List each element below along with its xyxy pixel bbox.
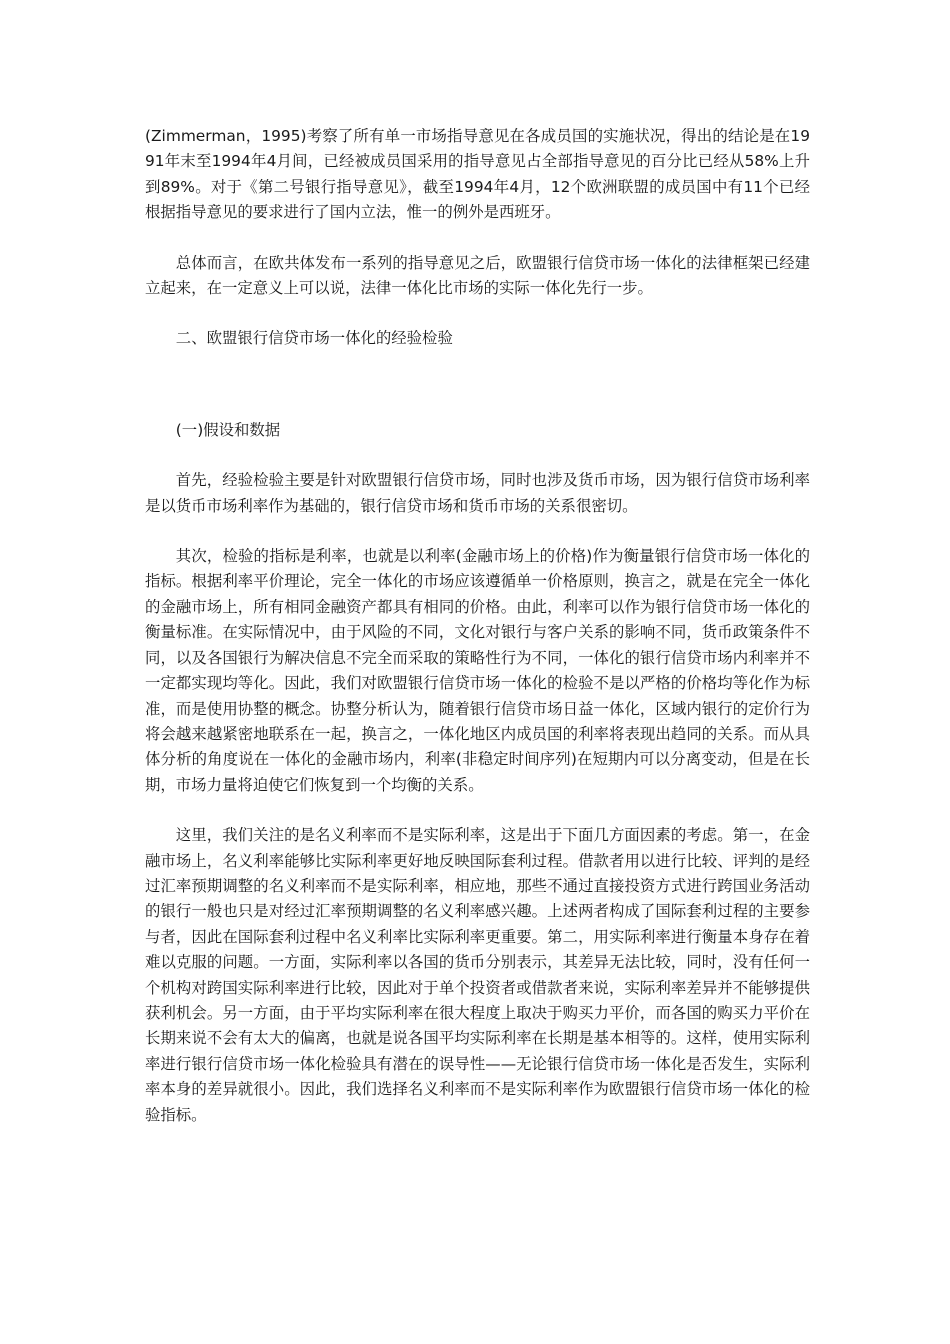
subsection-heading: (一)假设和数据 xyxy=(175,420,281,439)
section-heading: 二、欧盟银行信贷市场一体化的经验检验 xyxy=(175,329,453,348)
paragraph-nominal-rate: 这里，我们关注的是名义利率而不是实际利率，这是出于下面几方面因素的考虑。第一，在金融市场上，名义利率能够比实际利率更好地反映国际套利过程。借款者用以进行比较、评判的是经过汇率预期调整的名义利率而不是实际利率，相应地，那些不通过直接投资方式进行跨国业务活动的银行一般也只是对经过汇率预期调整的名义利率感兴趣。上述两者构成了国际套利过程的主要参与者，因此在国际套利过程中名义利率比实际利率更重要。第二，用实际利率进行衡量本身存在着难以克服的问题。一方面，实际利率以各国的货币分别表示，其差异无法比较，同时，没有任何一个机构对跨国实际利率进行比较，因此对于单个投资者或借款者来说，实际利率差异并不能够提供获利机会。另一方面，由于平均实际利率在很大程度上取决于购买力平价，而各国的购买力平价在长期来说不会有太大的偏离，也就是说各国平均实际利率在长期是基本相等的。这样，使用实际利率进行银行信贷市场一体化检验具有潜在的误导性——无论银行信贷市场一体化是否发生，实际利率本身的差异就很小。因此，我们选择名义利率而不是实际利率作为欧盟银行信贷市场一体化的检验指标。 xyxy=(145,826,810,1124)
paragraph-first-point: 首先，经验检验主要是针对欧盟银行信贷市场，同时也涉及货币市场，因为银行信贷市场利率是以货币市场利率作为基础的，银行信贷市场和货币市场的关系很密切。 xyxy=(145,471,810,515)
document-page xyxy=(145,124,810,1128)
paragraph-legal-framework: 总体而言，在欧共体发布一系列的指导意见之后，欧盟银行信贷市场一体化的法律框架已经建立起来，在一定意义上可以说，法律一体化比市场的实际一体化先行一步。 xyxy=(145,253,810,298)
paragraph-zimmerman-study: (Zimmerman，1995)考察了所有单一市场指导意见在各成员国的实施状况，得出的结论是在1991年末至1994年4月间，已经被成员国采用的指导意见占全部指导意见的百分比已经从58%上升到89%。对于《第二号银行指导意见》，截至1994年4月，12个欧洲联盟的成员国中有11个已经根据指导意见的要求进行了国内立法，惟一的例外是西班牙。 xyxy=(145,127,810,222)
paragraph-interest-rate-indicator: 其次，检验的指标是利率，也就是以利率(金融市场上的价格)作为衡量银行信贷市场一体化的指标。根据利率平价理论，完全一体化的市场应该遵循单一价格原则，换言之，就是在完全一体化的金融市场上，所有相同金融资产都具有相同的价格。由此，利率可以作为银行信贷市场一体化的衡量标准。在实际情况中，由于风险的不同，文化对银行与客户关系的影响不同，货币政策条件不同，以及各国银行为解决信息不完全而采取的策略性行为不同，一体化的银行信贷市场内利率并不一定都实现均等化。因此，我们对欧盟银行信贷市场一体化的检验不是以严格的价格均等化作为标准，而是使用协整的概念。协整分析认为，随着银行信贷市场日益一体化，区域内银行的定价行为将会越来越紧密地联系在一起，换言之，一体化地区内成员国的利率将表现出趋同的关系。而从具体分析的角度说在一体化的金融市场内，利率(非稳定时间序列)在短期内可以分离变动，但是在长期，市场力量将迫使它们恢复到一个均衡的关系。 xyxy=(145,547,810,794)
